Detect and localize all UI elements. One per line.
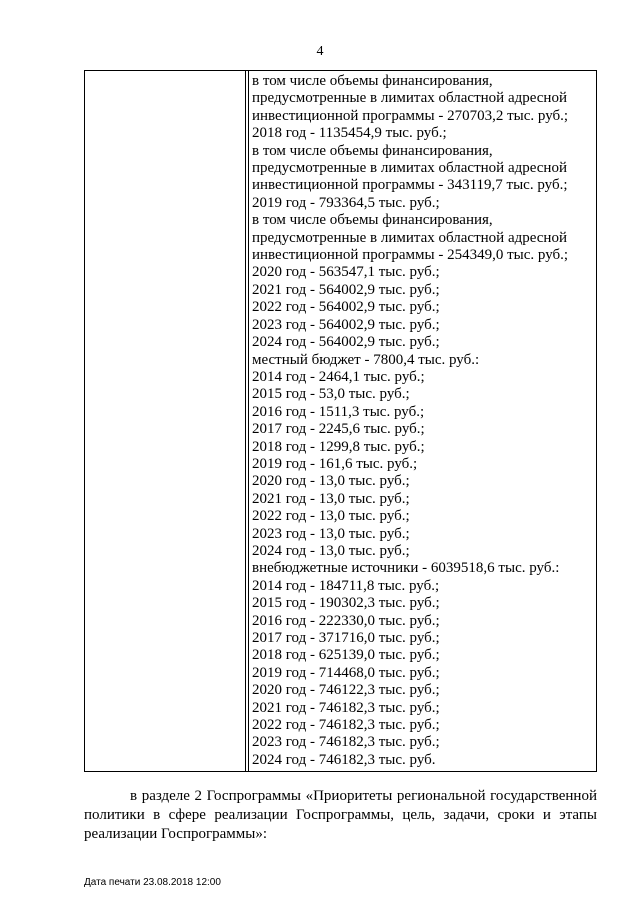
table-line: инвестиционной программы - 343119,7 тыс. руб.; bbox=[252, 177, 568, 194]
table-line: 2014 год - 184711,8 тыс. руб.; bbox=[252, 577, 440, 594]
table-line: 2014 год - 2464,1 тыс. руб.; bbox=[252, 368, 425, 385]
table-line: 2019 год - 161,6 тыс. руб.; bbox=[252, 455, 418, 472]
table-line: 2021 год - 13,0 тыс. руб.; bbox=[252, 490, 410, 507]
table-line: 2022 год - 13,0 тыс. руб.; bbox=[252, 508, 410, 525]
table-line: 2022 год - 564002,9 тыс. руб.; bbox=[252, 299, 440, 316]
table-line: 2017 год - 2245,6 тыс. руб.; bbox=[252, 421, 425, 438]
table-line: предусмотренные в лимитах областной адресной bbox=[252, 229, 567, 246]
table-line: 2020 год - 563547,1 тыс. руб.; bbox=[252, 264, 440, 281]
table-line: 2016 год - 222330,0 тыс. руб.; bbox=[252, 612, 440, 629]
table-column-divider bbox=[248, 71, 249, 771]
table-line: 2021 год - 746182,3 тыс. руб.; bbox=[252, 699, 440, 716]
table-line: 2024 год - 564002,9 тыс. руб.; bbox=[252, 334, 440, 351]
table-line: инвестиционной программы - 254349,0 тыс. руб.; bbox=[252, 247, 569, 264]
table-line: 2015 год - 53,0 тыс. руб.; bbox=[252, 386, 410, 403]
table-line: инвестиционной программы - 270703,2 тыс. руб.; bbox=[252, 107, 569, 124]
page-number: 4 bbox=[316, 44, 324, 59]
table-line: 2023 год - 564002,9 тыс. руб.; bbox=[252, 316, 440, 333]
table-line: в том числе объемы финансирования, bbox=[252, 73, 493, 89]
table-line: 2024 год - 746182,3 тыс. руб. bbox=[252, 751, 436, 768]
table-line: местный бюджет - 7800,4 тыс. руб.: bbox=[252, 351, 480, 368]
table-line: 2023 год - 746182,3 тыс. руб.; bbox=[252, 734, 440, 751]
section-paragraph: в разделе 2 Госпрограммы «Приоритеты региональной государственной политики в сфере реализации Госпрограммы, цель, задачи, сроки и этапы реализации Госпрограммы»: bbox=[84, 788, 597, 842]
table-line: 2017 год - 371716,0 тыс. руб.; bbox=[252, 630, 440, 646]
table-line: 2018 год - 1299,8 тыс. руб.; bbox=[252, 438, 425, 455]
print-date: Дата печати 23.08.2018 12:00 bbox=[84, 877, 221, 888]
table-column-divider bbox=[245, 71, 246, 771]
table-line: 2023 год - 13,0 тыс. руб.; bbox=[252, 525, 410, 542]
table-line: внебюджетные источники - 6039518,6 тыс. руб.: bbox=[252, 560, 560, 577]
table-line: предусмотренные в лимитах областной адресной bbox=[252, 90, 567, 107]
table-line: 2020 год - 13,0 тыс. руб.; bbox=[252, 473, 410, 490]
table-line: 2020 год - 746122,3 тыс. руб.; bbox=[252, 682, 440, 699]
table-line: 2024 год - 13,0 тыс. руб.; bbox=[252, 542, 410, 559]
table-line: 2021 год - 564002,9 тыс. руб.; bbox=[252, 281, 440, 298]
table-line: 2015 год - 190302,3 тыс. руб.; bbox=[252, 595, 440, 612]
table-line: 2019 год - 793364,5 тыс. руб.; bbox=[252, 194, 440, 211]
table-line: предусмотренные в лимитах областной адресной bbox=[252, 160, 567, 177]
table-line: в том числе объемы финансирования, bbox=[252, 212, 493, 229]
table-line: в том числе объемы финансирования, bbox=[252, 142, 493, 159]
funding-table bbox=[84, 70, 597, 772]
table-line: 2016 год - 1511,3 тыс. руб.; bbox=[252, 403, 425, 420]
table-line: 2018 год - 625139,0 тыс. руб.; bbox=[252, 647, 440, 664]
table-cell-content bbox=[252, 73, 592, 769]
table-line: 2022 год - 746182,3 тыс. руб.; bbox=[252, 717, 440, 734]
table-line: 2018 год - 1135454,9 тыс. руб.; bbox=[252, 125, 447, 142]
table-line: 2019 год - 714468,0 тыс. руб.; bbox=[252, 664, 440, 681]
